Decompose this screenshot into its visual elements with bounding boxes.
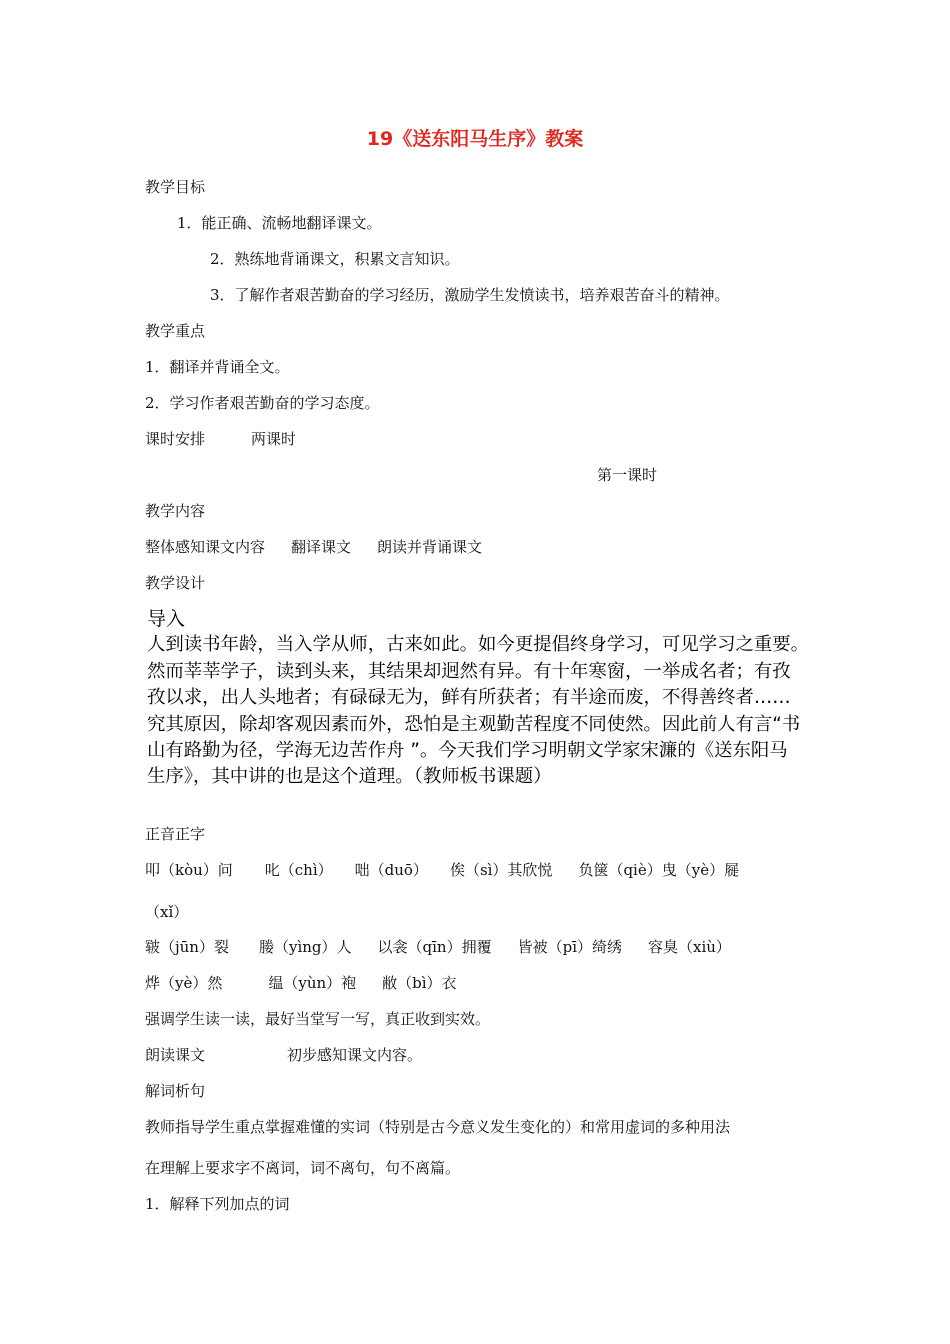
pron-item: 叩（kòu）问 [145, 861, 233, 879]
intro-line: 山有路勤为径，学海无边苦作舟 ”。今天我们学习明朝文学家宋濂的《送东阳马 [147, 740, 788, 762]
pronunciation-row-2 [145, 937, 731, 957]
pron-item: 烨（yè）然 [145, 974, 223, 992]
key-point-2: 2．学习作者艰苦勤奋的学习态度。 [145, 394, 380, 412]
goals-heading: 教学目标 [145, 178, 206, 196]
intro-line: 然而莘莘学子，读到头来，其结果却迥然有异。有十年寒窗，一举成名者；有孜 [147, 660, 791, 682]
document-title: 19《送东阳马生序》教案 [366, 128, 584, 150]
design-heading: 教学设计 [145, 574, 206, 592]
reading-label: 朗读课文 [145, 1046, 206, 1064]
goal-item-3: 3．了解作者艰苦勤奋的学习经历，激励学生发愤读书，培养艰苦奋斗的精神。 [210, 286, 730, 304]
intro-block [147, 606, 823, 791]
intro-line: 孜以求，出人头地者；有碌碌无为，鲜有所获者；有半途而废，不得善终者…… [147, 687, 791, 709]
goal-item-1: 1．能正确、流畅地翻译课文。 [177, 214, 382, 232]
intro-line: 究其原因，除却客观因素而外，恐怕是主观勤苦程度不同使然。因此前人有言“书 [147, 713, 801, 735]
pronunciation-row-1-cont: （xǐ） [145, 903, 189, 921]
content-item-3: 朗读并背诵课文 [377, 538, 483, 556]
pron-item: 叱（chì） [264, 861, 333, 879]
content-heading: 教学内容 [145, 502, 206, 520]
key-points-heading: 教学重点 [145, 322, 206, 340]
analysis-heading: 解词析句 [145, 1082, 206, 1100]
content-item-2: 翻译课文 [291, 538, 352, 556]
reading-row [145, 1045, 422, 1065]
emphasis-text: 强调学生读一读，最好当堂写一写，真正收到实效。 [145, 1010, 491, 1028]
reading-value: 初步感知课文内容。 [287, 1046, 423, 1064]
intro-heading: 导入 [147, 608, 186, 630]
schedule-row [145, 429, 296, 449]
pron-item: 负箧（qiè）曳（yè）屣 [578, 861, 740, 879]
lesson-label: 第一课时 [597, 466, 658, 484]
pron-item: 缊（yùn）袍 [268, 974, 357, 992]
intro-line: 人到读书年龄，当入学从师，古来如此。如今更提倡终身学习，可见学习之重要。 [147, 634, 810, 656]
pronunciation-row-1 [145, 860, 739, 880]
pronunciation-heading: 正音正字 [145, 825, 206, 843]
schedule-value: 两课时 [251, 430, 297, 448]
pron-item: 俟（sì）其欣悦 [449, 861, 553, 879]
pron-item: 敝（bì）衣 [382, 974, 457, 992]
goal-item-2: 2．熟练地背诵课文，积累文言知识。 [210, 250, 460, 268]
intro-line: 生序》，其中讲的也是这个道理。（教师板书课题） [147, 766, 552, 788]
pronunciation-row-3 [145, 973, 457, 993]
analysis-item-1: 1．解释下列加点的词 [145, 1195, 290, 1213]
pron-item: 容臭（xiù） [648, 938, 731, 956]
key-point-1: 1．翻译并背诵全文。 [145, 358, 290, 376]
pron-item: 皲（jūn）裂 [145, 938, 229, 956]
pron-item: 咄（duō） [354, 861, 428, 879]
analysis-line-2: 在理解上要求字不离词，词不离句，句不离篇。 [145, 1159, 461, 1177]
schedule-label: 课时安排 [145, 430, 206, 448]
content-items [145, 537, 482, 557]
pron-item: 以衾（qīn）拥覆 [377, 938, 492, 956]
pron-item: 媵（yìng）人 [258, 938, 352, 956]
content-item-1: 整体感知课文内容 [145, 538, 266, 556]
pron-item: 皆被（pī）绮绣 [517, 938, 622, 956]
analysis-line-1: 教师指导学生重点掌握难懂的实词（特别是古今意义发生变化的）和常用虚词的多种用法 [145, 1118, 731, 1136]
